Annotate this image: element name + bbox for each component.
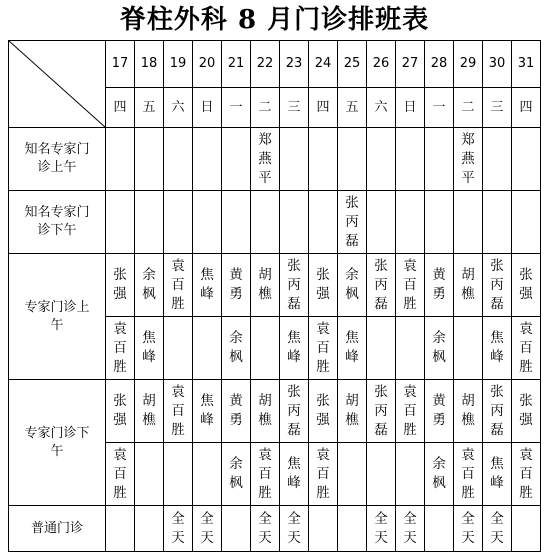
weekday-cell: 四: [512, 88, 541, 128]
doctor-name: 全天: [258, 510, 272, 546]
date-cell: 28: [425, 41, 454, 88]
doctor-cell: [251, 506, 280, 552]
doctor-cell: [454, 443, 483, 506]
doctor-cell: [483, 380, 512, 443]
doctor-name: 焦峰: [287, 330, 301, 365]
doctor-name: 余枫: [432, 330, 446, 365]
weekday-cell: 一: [425, 88, 454, 128]
doctor-cell: [135, 191, 164, 254]
doctor-cell: [483, 254, 512, 317]
doctor-name: 张丙磊: [490, 383, 504, 438]
doctor-cell: [222, 380, 251, 443]
doctor-name: 袁百胜: [171, 383, 185, 438]
doctor-cell: [106, 254, 135, 317]
doctor-cell: [338, 506, 367, 552]
doctor-cell: [106, 506, 135, 552]
doctor-cell: [135, 443, 164, 506]
doctor-cell: [367, 443, 396, 506]
doctor-cell: [135, 506, 164, 552]
doctor-cell: [280, 380, 309, 443]
weekday-cell: 三: [483, 88, 512, 128]
date-cell: 22: [251, 41, 280, 88]
row-label: 专家门诊下午: [9, 380, 106, 506]
doctor-name: 胡樵: [258, 393, 272, 428]
doctor-cell: [396, 317, 425, 380]
weekday-cell: 三: [280, 88, 309, 128]
doctor-cell: [193, 380, 222, 443]
schedule-row: [9, 128, 541, 191]
doctor-cell: [135, 380, 164, 443]
doctor-cell: [367, 128, 396, 191]
doctor-name: 张强: [316, 267, 330, 302]
diagonal-line: [9, 41, 105, 127]
doctor-cell: [251, 380, 280, 443]
date-cell: 21: [222, 41, 251, 88]
doctor-cell: [164, 506, 193, 552]
doctor-cell: [309, 254, 338, 317]
doctor-name: 袁百胜: [113, 320, 127, 375]
doctor-name: 全天: [490, 510, 504, 546]
doctor-cell: [193, 443, 222, 506]
doctor-name: 余枫: [229, 456, 243, 491]
doctor-cell: [164, 254, 193, 317]
doctor-name: 胡樵: [461, 267, 475, 302]
doctor-cell: [164, 128, 193, 191]
doctor-name: 袁百胜: [519, 446, 533, 501]
date-cell: 27: [396, 41, 425, 88]
doctor-cell: [396, 128, 425, 191]
doctor-cell: [512, 128, 541, 191]
weekday-cell: 四: [106, 88, 135, 128]
doctor-cell: [367, 380, 396, 443]
weekday-cell: 二: [251, 88, 280, 128]
doctor-cell: [106, 380, 135, 443]
doctor-name: 张强: [113, 267, 127, 302]
doctor-cell: [164, 191, 193, 254]
doctor-cell: [454, 191, 483, 254]
doctor-cell: [338, 317, 367, 380]
weekday-cell: 一: [222, 88, 251, 128]
date-cell: 25: [338, 41, 367, 88]
doctor-cell: [222, 254, 251, 317]
header-corner: [9, 41, 106, 128]
row-label: 普通门诊: [9, 506, 106, 552]
doctor-name: 张丙磊: [374, 383, 388, 438]
doctor-cell: [280, 254, 309, 317]
doctor-cell: [483, 506, 512, 552]
doctor-cell: [106, 128, 135, 191]
date-cell: 24: [309, 41, 338, 88]
doctor-cell: [338, 128, 367, 191]
doctor-name: 胡樵: [461, 393, 475, 428]
doctor-cell: [222, 506, 251, 552]
doctor-cell: [222, 317, 251, 380]
doctor-cell: [106, 443, 135, 506]
doctor-name: 张丙磊: [287, 257, 301, 312]
doctor-cell: [512, 506, 541, 552]
doctor-cell: [251, 443, 280, 506]
doctor-cell: [309, 443, 338, 506]
doctor-cell: [396, 254, 425, 317]
doctor-cell: [425, 506, 454, 552]
date-cell: 17: [106, 41, 135, 88]
doctor-cell: [338, 443, 367, 506]
doctor-cell: [280, 191, 309, 254]
doctor-cell: [483, 317, 512, 380]
doctor-name: 黄勇: [432, 393, 446, 428]
doctor-cell: [164, 380, 193, 443]
weekday-cell: 六: [164, 88, 193, 128]
doctor-name: 焦峰: [142, 330, 156, 365]
doctor-cell: [483, 191, 512, 254]
weekday-cell: 六: [367, 88, 396, 128]
doctor-name: 袁百胜: [113, 446, 127, 501]
doctor-name: 袁百胜: [316, 320, 330, 375]
doctor-cell: [251, 254, 280, 317]
doctor-cell: [309, 317, 338, 380]
doctor-name: 焦峰: [490, 456, 504, 491]
doctor-cell: [135, 254, 164, 317]
doctor-cell: [425, 380, 454, 443]
page-title: 脊柱外科 8 月门诊排班表: [119, 5, 430, 35]
doctor-cell: [396, 191, 425, 254]
doctor-name: 全天: [374, 510, 388, 546]
doctor-cell: [483, 128, 512, 191]
date-cell: 31: [512, 41, 541, 88]
doctor-cell: [338, 380, 367, 443]
schedule-body: [9, 41, 541, 552]
doctor-name: 全天: [287, 510, 301, 546]
doctor-cell: [193, 506, 222, 552]
doctor-name: 焦峰: [287, 456, 301, 491]
doctor-name: 余枫: [345, 267, 359, 302]
weekday-cell: 五: [338, 88, 367, 128]
doctor-cell: [425, 317, 454, 380]
schedule-row: [9, 506, 541, 552]
doctor-cell: [106, 317, 135, 380]
doctor-name: 袁百胜: [403, 383, 417, 438]
doctor-name: 焦峰: [200, 267, 214, 302]
doctor-name: 袁百胜: [461, 446, 475, 501]
doctor-cell: [309, 191, 338, 254]
doctor-cell: [454, 254, 483, 317]
doctor-cell: [222, 128, 251, 191]
doctor-cell: [280, 128, 309, 191]
weekday-cell: 日: [193, 88, 222, 128]
doctor-name: 张强: [519, 393, 533, 428]
date-cell: 26: [367, 41, 396, 88]
doctor-name: 张丙磊: [345, 194, 359, 249]
doctor-cell: [367, 254, 396, 317]
date-cell: 20: [193, 41, 222, 88]
doctor-cell: [135, 317, 164, 380]
doctor-cell: [454, 128, 483, 191]
doctor-cell: [454, 506, 483, 552]
date-cell: 29: [454, 41, 483, 88]
doctor-name: 余枫: [229, 330, 243, 365]
doctor-name: 黄勇: [432, 267, 446, 302]
doctor-name: 张强: [519, 267, 533, 302]
doctor-name: 余枫: [142, 267, 156, 302]
schedule-row: [9, 380, 541, 443]
doctor-name: 全天: [403, 510, 417, 546]
doctor-name: 张丙磊: [490, 257, 504, 312]
doctor-name: 全天: [171, 510, 185, 546]
date-cell: 30: [483, 41, 512, 88]
doctor-name: 袁百胜: [258, 446, 272, 501]
doctor-name: 黄勇: [229, 267, 243, 302]
doctor-cell: [193, 128, 222, 191]
date-cell: 23: [280, 41, 309, 88]
doctor-name: 胡樵: [258, 267, 272, 302]
doctor-cell: [135, 128, 164, 191]
doctor-name: 焦峰: [345, 330, 359, 365]
doctor-name: 郑燕平: [258, 131, 272, 186]
doctor-cell: [309, 506, 338, 552]
doctor-name: 袁百胜: [171, 257, 185, 312]
doctor-cell: [396, 443, 425, 506]
doctor-cell: [106, 191, 135, 254]
date-row: [9, 41, 541, 88]
doctor-cell: [512, 254, 541, 317]
doctor-cell: [512, 443, 541, 506]
doctor-cell: [280, 443, 309, 506]
doctor-cell: [425, 443, 454, 506]
doctor-cell: [164, 317, 193, 380]
doctor-cell: [512, 380, 541, 443]
row-label: 专家门诊上午: [9, 254, 106, 380]
doctor-cell: [396, 506, 425, 552]
weekday-cell: 日: [396, 88, 425, 128]
doctor-cell: [454, 380, 483, 443]
doctor-name: 张丙磊: [287, 383, 301, 438]
doctor-cell: [309, 128, 338, 191]
date-cell: 18: [135, 41, 164, 88]
doctor-name: 全天: [200, 510, 214, 546]
doctor-cell: [512, 317, 541, 380]
weekday-cell: 二: [454, 88, 483, 128]
doctor-cell: [280, 506, 309, 552]
weekday-cell: 五: [135, 88, 164, 128]
doctor-name: 黄勇: [229, 393, 243, 428]
doctor-cell: [193, 254, 222, 317]
doctor-name: 胡樵: [345, 393, 359, 428]
doctor-cell: [367, 317, 396, 380]
date-cell: 19: [164, 41, 193, 88]
doctor-name: 郑燕平: [461, 131, 475, 186]
doctor-name: 焦峰: [200, 393, 214, 428]
doctor-cell: [280, 317, 309, 380]
doctor-cell: [338, 254, 367, 317]
doctor-cell: [454, 317, 483, 380]
doctor-cell: [164, 443, 193, 506]
doctor-cell: [425, 128, 454, 191]
doctor-name: 焦峰: [490, 330, 504, 365]
weekday-cell: 四: [309, 88, 338, 128]
doctor-name: 张强: [316, 393, 330, 428]
doctor-cell: [483, 443, 512, 506]
doctor-cell: [193, 317, 222, 380]
row-label: 知名专家门诊下午: [9, 191, 106, 254]
doctor-cell: [251, 317, 280, 380]
doctor-cell: [425, 254, 454, 317]
doctor-cell: [309, 380, 338, 443]
row-label: 知名专家门诊上午: [9, 128, 106, 191]
doctor-name: 胡樵: [142, 393, 156, 428]
doctor-name: 张丙磊: [374, 257, 388, 312]
doctor-cell: [396, 380, 425, 443]
doctor-cell: [222, 443, 251, 506]
doctor-name: 袁百胜: [316, 446, 330, 501]
doctor-name: 袁百胜: [403, 257, 417, 312]
doctor-name: 张强: [113, 393, 127, 428]
doctor-cell: [251, 191, 280, 254]
doctor-name: 全天: [461, 510, 475, 546]
schedule-table: [8, 40, 541, 552]
doctor-name: 袁百胜: [519, 320, 533, 375]
doctor-name: 余枫: [432, 456, 446, 491]
schedule-row: [9, 191, 541, 254]
doctor-cell: [367, 506, 396, 552]
doctor-cell: [222, 191, 251, 254]
doctor-cell: [193, 191, 222, 254]
schedule-row: [9, 254, 541, 317]
doctor-cell: [367, 191, 396, 254]
doctor-cell: [425, 191, 454, 254]
doctor-cell: [338, 191, 367, 254]
doctor-cell: [251, 128, 280, 191]
doctor-cell: [512, 191, 541, 254]
